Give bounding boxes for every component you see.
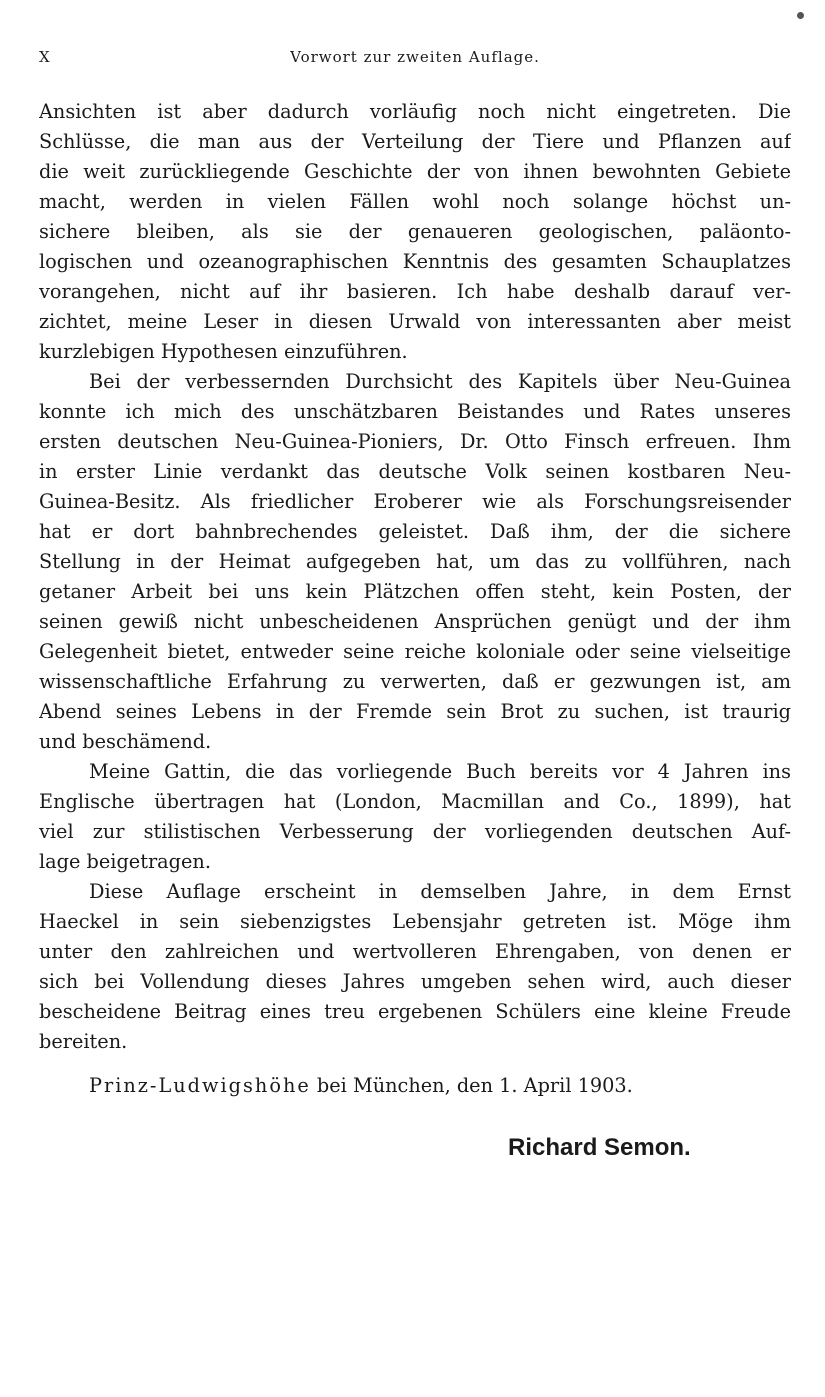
text-line: Haeckel in sein siebenzigstes Lebensjahr getreten ist. Möge ihm [39,910,791,933]
dateline-place: Prinz-Ludwigshöhe [89,1074,311,1097]
page-header [39,48,791,70]
text-line: Englische übertragen hat (London, Macmillan and Co., 1899), hat [39,790,791,813]
ink-speck [797,12,804,19]
text-line: kurzlebigen Hypothesen einzuführen. [39,340,408,363]
text-line: Stellung in der Heimat aufgegeben hat, um das zu vollführen, nach [39,550,791,573]
text-line: Meine Gattin, die das vorliegende Buch bereits vor 4 Jahren ins [89,760,791,783]
text-line: Ansichten ist aber dadurch vorläufig noch nicht eingetreten. Die [39,100,791,123]
text-line: sichere bleiben, als sie der genaueren geologischen, paläonto- [39,220,791,243]
dateline [89,1071,633,1101]
text-line: Abend seines Lebens in der Fremde sein Brot zu suchen, ist traurig [39,700,791,723]
text-line: Diese Auflage erscheint in demselben Jahre, in dem Ernst [89,880,791,903]
text-line: viel zur stilistischen Verbesserung der vorliegenden deutschen Auf- [39,820,791,843]
text-line: bescheidene Beitrag eines treu ergebenen Schülers eine kleine Freude [39,1000,791,1023]
text-line: Schlüsse, die man aus der Verteilung der Tiere und Pflanzen auf [39,130,791,153]
text-line: konnte ich mich des unschätzbaren Beistandes und Rates unseres [39,400,791,423]
text-line: seinen gewiß nicht unbescheidenen Ansprüchen genügt und der ihm [39,610,791,633]
text-line: logischen und ozeanographischen Kenntnis des gesamten Schauplatzes [39,250,791,273]
text-line: in erster Linie verdankt das deutsche Volk seinen kostbaren Neu- [39,460,791,483]
text-line: lage beigetragen. [39,850,211,873]
running-title: Vorwort zur zweiten Auflage. [290,48,540,66]
text-line: macht, werden in vielen Fällen wohl noch solange höchst un- [39,190,791,213]
text-line: sich bei Vollendung dieses Jahres umgeben sehen wird, auch dieser [39,970,791,993]
page-number: X [39,48,51,66]
text-line: unter den zahlreichen und wertvolleren Ehrengaben, von denen er [39,940,791,963]
text-line: vorangehen, nicht auf ihr basieren. Ich habe deshalb darauf ver- [39,280,791,303]
text-line: Gelegenheit bietet, entweder seine reiche koloniale oder seine vielseitige [39,640,791,663]
text-line: Bei der verbessernden Durchsicht des Kapitels über Neu-Guinea [89,370,791,393]
dateline-rest: bei München, den 1. April 1903. [310,1074,633,1097]
text-line: und beschämend. [39,730,212,753]
text-line: zichtet, meine Leser in diesen Urwald von interessanten aber meist [39,310,791,333]
signature: Richard Semon. [508,1134,691,1161]
text-line: ersten deutschen Neu-Guinea-Pioniers, Dr. Otto Finsch erfreuen. Ihm [39,430,791,453]
text-line: Guinea-Besitz. Als friedlicher Eroberer wie als Forschungsreisender [39,490,791,513]
body-text [39,97,791,1057]
text-line: die weit zurückliegende Geschichte der von ihnen bewohnten Gebiete [39,160,791,183]
text-line: bereiten. [39,1030,128,1053]
text-line: hat er dort bahnbrechendes geleistet. Daß ihm, der die sichere [39,520,791,543]
text-line: getaner Arbeit bei uns kein Plätzchen offen steht, kein Posten, der [39,580,791,603]
text-line: wissenschaftliche Erfahrung zu verwerten, daß er gezwungen ist, am [39,670,791,693]
